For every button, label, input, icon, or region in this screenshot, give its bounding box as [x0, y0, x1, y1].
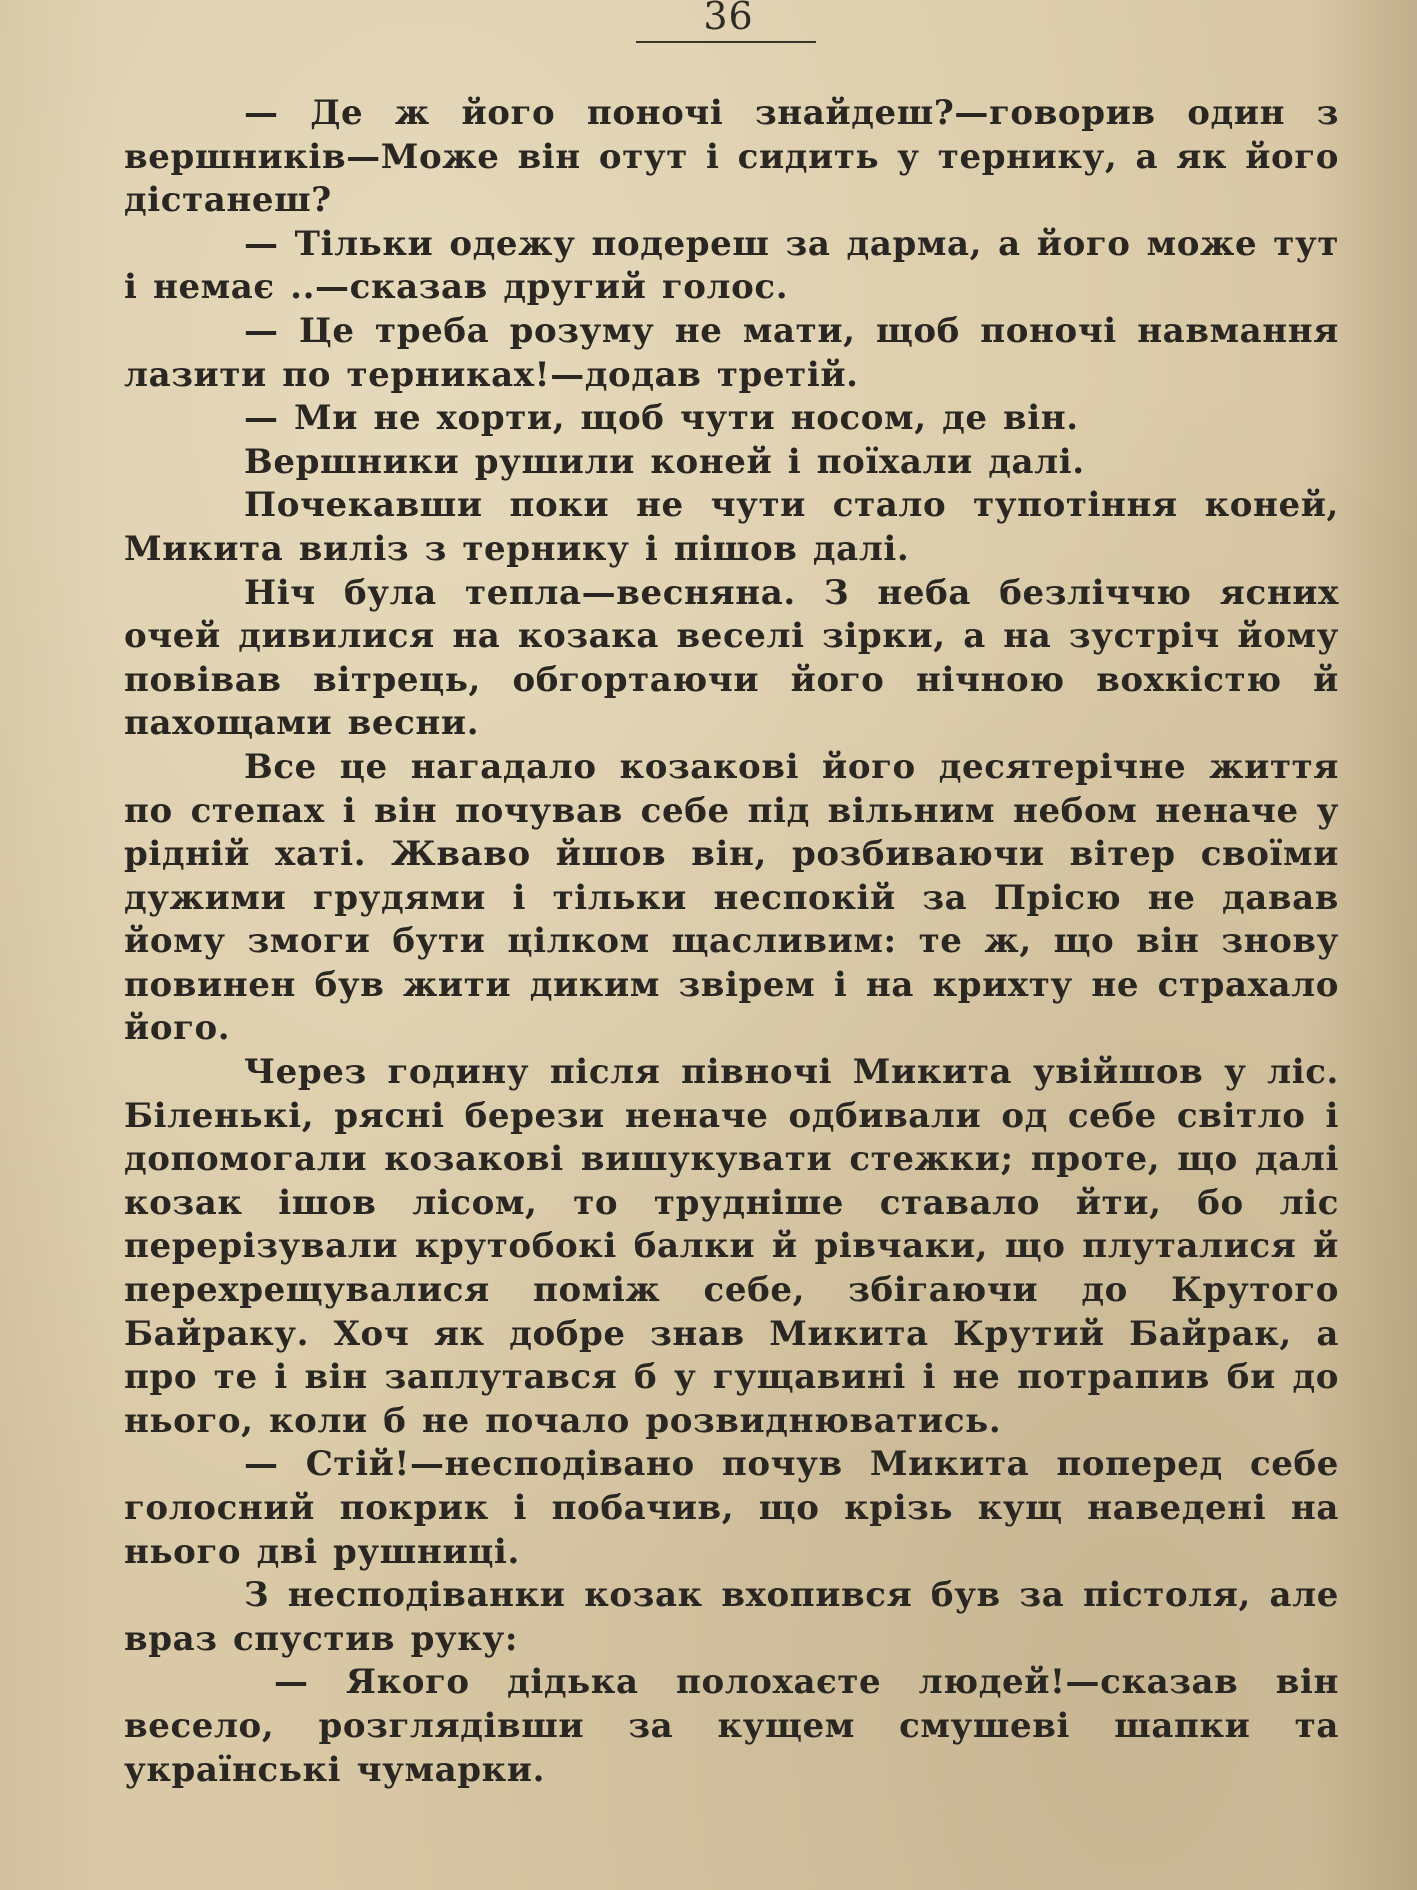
paragraph: — Тільки одежу подереш за дарма, а його може тут і немає ..—сказав другий голос. — [124, 223, 1339, 308]
paragraph: Почекавши поки не чути стало тупотіння коней, Микита виліз з тернику і пішов далі. — [124, 485, 1339, 569]
paragraph: Ніч була тепла—весняна. З неба безліччю ясних очей дивилися на козака веселі зірки, а на зустріч йому повівав вітрець, обгортаючи його нічною вохкістю й пахощами весни. — [124, 572, 1339, 744]
paragraph: — Ми не хорти, щоб чути носом, де він. — [244, 398, 1079, 439]
paragraph: Через годину після півночі Микита увійшов у ліс. Біленькі, рясні берези неначе одбивали од себе світло і допомогали козакові вишукувати стежки; проте, що далі козак ішов лісом, то трудніше ставало йти, бо ліс перерізували крутобокі балки й рівчаки, що плуталися й перехрещувалися поміж себе, збігаючи до Крутого Байраку. Хоч як добре знав Микита Крутий Байрак, а про те і він заплутався б у гущавині і не потрапив би до нього, коли б не почало розвиднюватись. — [124, 1052, 1339, 1441]
paragraph: — Якого дідька полохаєте людей!—сказав він весело, розглядівши за кущем смушеві шапки та українські чумарки. — [124, 1662, 1339, 1790]
paragraph: З несподіванки козак вхопився був за пістоля, але враз спустив руку: — [124, 1575, 1339, 1659]
page-number: 36 — [703, 0, 754, 38]
body-text — [124, 92, 1339, 1792]
paragraph: — Стій!—несподівано почув Микита поперед себе голосний покрик і побачив, що крізь кущ наведені на нього дві рушниці. — [124, 1444, 1339, 1572]
paragraph: Все це нагадало козакові його десятерічне життя по степах і він почував себе під вільним небом неначе у рідній хаті. Жваво йшов він, розбиваючи вітер своїми дужими грудями і тільки неспокій за Прісю не давав йому змоги бути цілком щасливим: те ж, що він знову повинен був жити диким звірем і на крихту не страхало його. — [124, 746, 1339, 1049]
paragraph: — Де ж його поночі знайдеш?—говорив один з вершників—Може він отут і сидить у тернику, а як його дістанеш? — [124, 93, 1339, 221]
page-number-rule — [636, 41, 816, 43]
paragraph: Вершники рушили коней і поїхали далі. — [244, 441, 1085, 482]
paragraph: — Це треба розуму не мати, щоб поночі навмання лазити по терниках!—додав третій. — [124, 310, 1339, 395]
